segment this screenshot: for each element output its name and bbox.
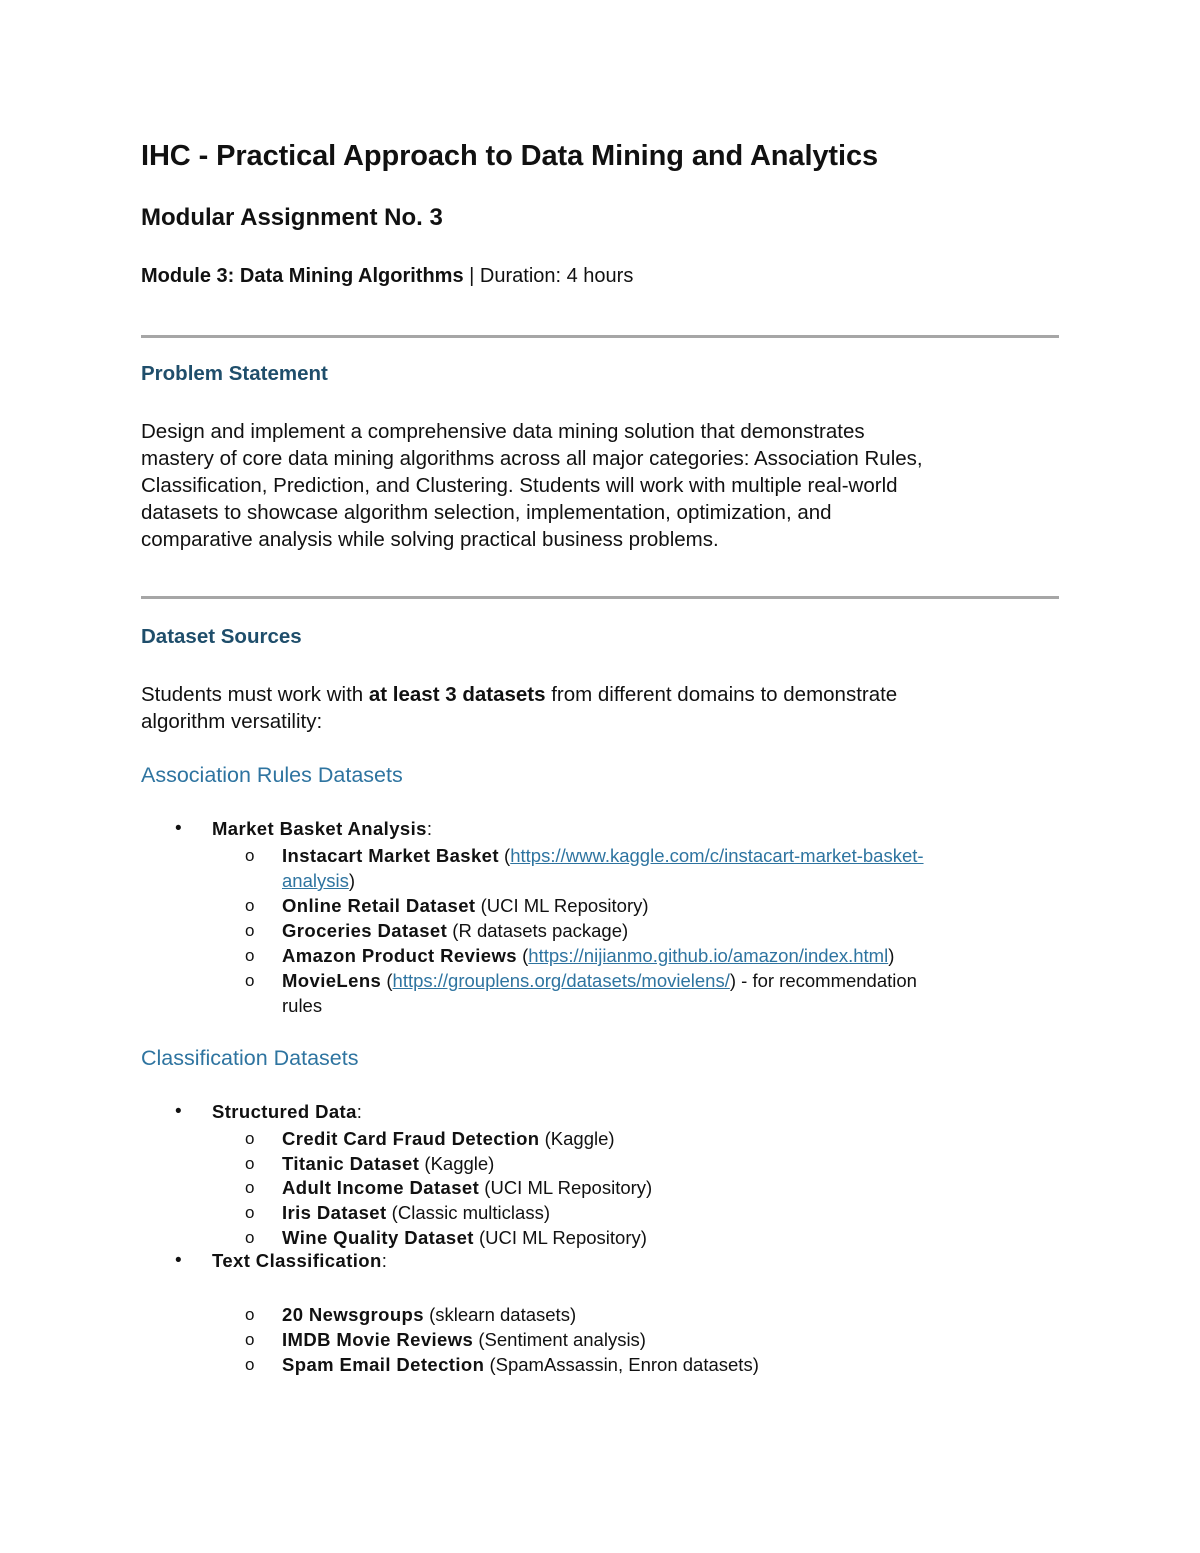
intro-pre: Students must work with bbox=[141, 683, 369, 706]
list-item bbox=[282, 1200, 550, 1225]
dataset-source: (Classic multiclass) bbox=[386, 1202, 550, 1223]
structured-data-group bbox=[212, 1101, 362, 1123]
dataset-name: Online Retail Dataset bbox=[282, 895, 476, 916]
problem-statement-body bbox=[141, 418, 1059, 553]
module-separator: | bbox=[463, 265, 480, 287]
problem-line: mastery of core data mining algorithms across all major categories: Association Rules, bbox=[141, 447, 923, 470]
group-colon: : bbox=[356, 1101, 362, 1122]
list-item bbox=[282, 843, 924, 868]
dataset-name: Amazon Product Reviews bbox=[282, 945, 517, 966]
divider bbox=[141, 335, 1059, 338]
dataset-source: (Sentiment analysis) bbox=[473, 1329, 646, 1350]
list-item bbox=[282, 968, 917, 993]
association-rules-heading: Association Rules Datasets bbox=[141, 763, 403, 787]
intro-line bbox=[141, 681, 1059, 708]
list-item bbox=[282, 1126, 615, 1151]
sub-bullet-icon: o bbox=[245, 846, 255, 865]
dataset-link[interactable]: https://nijianmo.github.io/amazon/index.html bbox=[528, 945, 889, 966]
group-colon: : bbox=[381, 1250, 387, 1271]
dataset-sources-heading: Dataset Sources bbox=[141, 625, 302, 648]
list-item bbox=[282, 1151, 494, 1176]
intro-bold: at least 3 datasets bbox=[368, 683, 546, 706]
sub-bullet-icon: o bbox=[245, 1203, 255, 1222]
dataset-link[interactable]: https://grouplens.org/datasets/movielens/ bbox=[392, 970, 730, 991]
dataset-link[interactable]: https://www.kaggle.com/c/instacart-market-basket- bbox=[510, 845, 924, 866]
dataset-sources-intro bbox=[141, 681, 1059, 735]
dataset-name: 20 Newsgroups bbox=[282, 1304, 424, 1325]
bullet-icon: • bbox=[175, 818, 182, 839]
dataset-name: MovieLens bbox=[282, 970, 382, 991]
module-label: Module 3: Data Mining Algorithms bbox=[141, 265, 464, 287]
sub-bullet-icon: o bbox=[245, 1129, 255, 1148]
group-label: Market Basket Analysis bbox=[212, 818, 427, 839]
sub-bullet-icon: o bbox=[245, 921, 255, 940]
sub-bullet-icon: o bbox=[245, 1330, 255, 1349]
sub-bullet-icon: o bbox=[245, 971, 255, 990]
divider bbox=[141, 596, 1059, 599]
sub-bullet-icon: o bbox=[245, 1154, 255, 1173]
problem-line: comparative analysis while solving practical business problems. bbox=[141, 528, 719, 551]
duration-text: Duration: 4 hours bbox=[479, 265, 634, 287]
list-item bbox=[282, 1352, 759, 1377]
problem-line: datasets to showcase algorithm selection, implementation, optimization, and bbox=[141, 501, 832, 524]
sub-bullet-icon: o bbox=[245, 1228, 255, 1247]
dataset-name: Spam Email Detection bbox=[282, 1354, 485, 1375]
dataset-source: (R datasets package) bbox=[447, 920, 629, 941]
dataset-name: Groceries Dataset bbox=[282, 920, 448, 941]
bullet-icon: • bbox=[175, 1101, 182, 1122]
module-line bbox=[141, 265, 633, 288]
dataset-name: IMDB Movie Reviews bbox=[282, 1329, 474, 1350]
dataset-source: (SpamAssassin, Enron datasets) bbox=[484, 1354, 759, 1375]
list-item bbox=[282, 893, 649, 918]
assignment-subtitle: Modular Assignment No. 3 bbox=[141, 204, 443, 231]
text-classification-group bbox=[212, 1250, 387, 1272]
dataset-name: Instacart Market Basket bbox=[282, 845, 499, 866]
classification-heading: Classification Datasets bbox=[141, 1046, 359, 1070]
dataset-source: (UCI ML Repository) bbox=[475, 895, 649, 916]
group-label: Text Classification bbox=[212, 1250, 382, 1271]
list-item-continuation: rules bbox=[282, 995, 323, 1016]
intro-line-2: algorithm versatility: bbox=[141, 710, 323, 733]
text-fragment: ) bbox=[348, 870, 356, 891]
dataset-source: (Kaggle) bbox=[419, 1153, 495, 1174]
dataset-source: (sklearn datasets) bbox=[423, 1304, 577, 1325]
list-item bbox=[282, 1327, 646, 1352]
dataset-source: (UCI ML Repository) bbox=[479, 1177, 653, 1198]
list-item bbox=[282, 918, 628, 943]
list-item bbox=[282, 1175, 652, 1200]
list-item-continuation bbox=[282, 868, 355, 893]
dataset-source: (Kaggle) bbox=[539, 1128, 615, 1149]
dataset-name: Wine Quality Dataset bbox=[282, 1227, 474, 1248]
dataset-name: Adult Income Dataset bbox=[282, 1177, 480, 1198]
dataset-name: Titanic Dataset bbox=[282, 1153, 420, 1174]
problem-line: Classification, Prediction, and Clustering. Students will work with multiple real-world bbox=[141, 474, 898, 497]
document-title: IHC - Practical Approach to Data Mining and Analytics bbox=[141, 140, 879, 172]
problem-statement-heading: Problem Statement bbox=[141, 362, 328, 385]
text-fragment: ) - for recommendation bbox=[729, 970, 917, 991]
list-item bbox=[282, 943, 894, 968]
intro-post: from different domains to demonstrate bbox=[545, 683, 898, 706]
list-item bbox=[282, 1302, 576, 1327]
sub-bullet-icon: o bbox=[245, 896, 255, 915]
list-item bbox=[282, 1225, 647, 1250]
text-fragment: ( bbox=[381, 970, 393, 991]
problem-line: Design and implement a comprehensive data mining solution that demonstrates bbox=[141, 420, 865, 443]
dataset-source: (UCI ML Repository) bbox=[473, 1227, 647, 1248]
sub-bullet-icon: o bbox=[245, 1305, 255, 1324]
bullet-icon: • bbox=[175, 1250, 182, 1271]
dataset-name: Iris Dataset bbox=[282, 1202, 387, 1223]
sub-bullet-icon: o bbox=[245, 1355, 255, 1374]
dataset-link[interactable]: analysis bbox=[282, 870, 349, 891]
dataset-name: Credit Card Fraud Detection bbox=[282, 1128, 540, 1149]
text-fragment: ( bbox=[516, 945, 529, 966]
group-label: Structured Data bbox=[212, 1101, 357, 1122]
text-fragment: ( bbox=[498, 845, 511, 866]
sub-bullet-icon: o bbox=[245, 1178, 255, 1197]
group-colon: : bbox=[426, 818, 432, 839]
market-basket-group bbox=[212, 818, 432, 840]
sub-bullet-icon: o bbox=[245, 946, 255, 965]
text-fragment: ) bbox=[888, 945, 895, 966]
